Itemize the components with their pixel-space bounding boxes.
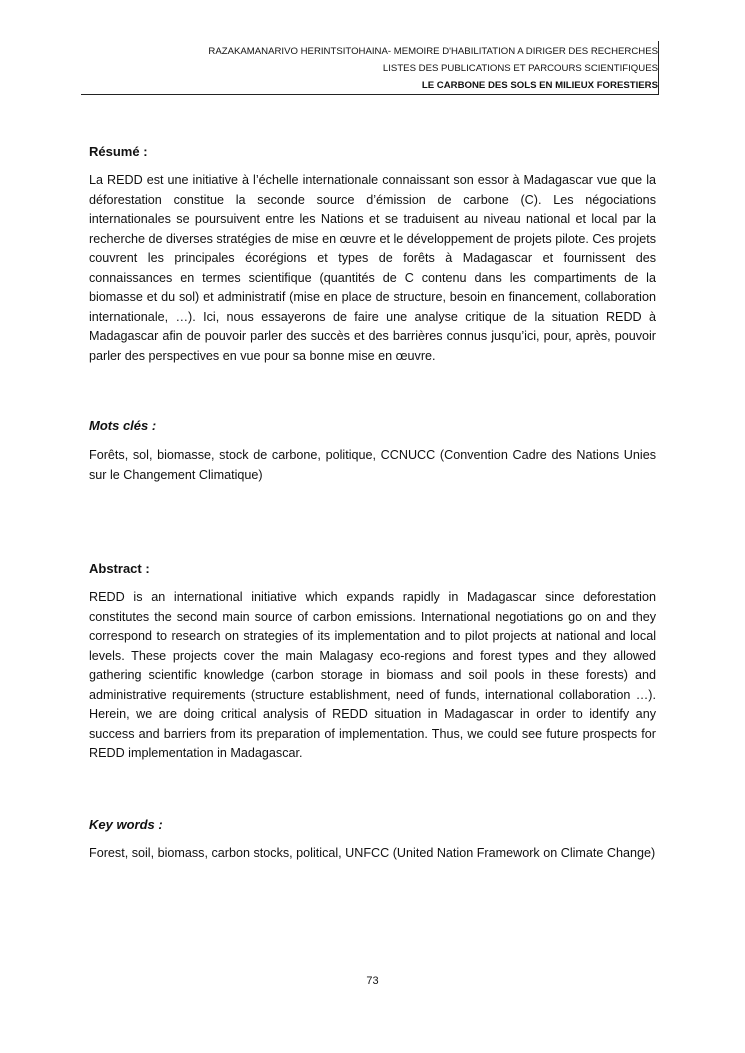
key-words-heading: Key words : (89, 817, 163, 832)
resume-paragraph: La REDD est une initiative à l’échelle internationale connaissant son essor à Madagascar vue que la déforestation constitue la seconde source d’émission de carbone (C). Les négociations internationales se poursuivent entre les Nations et se traduisent au niveau national et local par la recherche de diverses stratégies de mise en œuvre et le développement de projets pilote. Ces projets couvrent les principales écorégions et types de forêts à Madagascar et fournissent des connaissances en termes scientifique (quantités de C contenu dans les compartiments de la biomasse et du sol) et administratif (mise en place de structure, besoin en financement, collaboration internationale, …). Ici, nous essayerons de faire une analyse critique de la situation REDD à Madagascar afin de pouvoir parler des succès et des barrières connus jusqu’ici, pour, après, pouvoir parler des perspectives en vue pour sa bonne mise en œuvre. (89, 173, 657, 363)
resume-heading: Résumé : (89, 144, 148, 159)
key-words-paragraph: Forest, soil, biomass, carbon stocks, political, UNFCC (United Nation Framework on Climate Change) (89, 846, 656, 860)
page-number: 73 (366, 975, 379, 987)
header-author-title: RAZAKAMANARIVO HERINTSITOHAINA- MEMOIRE D'HABILITATION A DIRIGER DES RECHERCHES (208, 46, 658, 57)
mots-cles-paragraph: Forêts, sol, biomasse, stock de carbone, politique, CCNUCC (Convention Cadre des Nations Unies sur le Changement Climatique) (89, 448, 656, 482)
page-header (0, 0, 745, 100)
abstract-heading: Abstract : (89, 561, 150, 576)
header-horizontal-rule (81, 94, 659, 95)
header-vertical-rule (658, 41, 659, 94)
mots-cles-heading: Mots clés : (89, 418, 157, 433)
header-chapter-title: LE CARBONE DES SOLS EN MILIEUX FORESTIERS (421, 80, 658, 91)
abstract-paragraph: REDD is an international initiative which expands rapidly in Madagascar since deforestation constitutes the second main source of carbon emissions. International negotiations go on and they correspond to research on strategies of its implementation and to pilot projects at national and local levels. These projects cover the main Malagasy eco-regions and forest types and they allowed gathering scientific knowledge (carbon storage in biomass and soil pools in these forests) and administrative requirements (structure establishment, need of funds, international collaboration …). Herein, we are doing critical analysis of REDD situation in Madagascar in order to identify any success and barriers from its preparation of implementation. Thus, we could see future prospects for REDD implementation in Madagascar. (89, 590, 656, 760)
header-section-title: LISTES DES PUBLICATIONS ET PARCOURS SCIENTIFIQUES (382, 63, 658, 74)
